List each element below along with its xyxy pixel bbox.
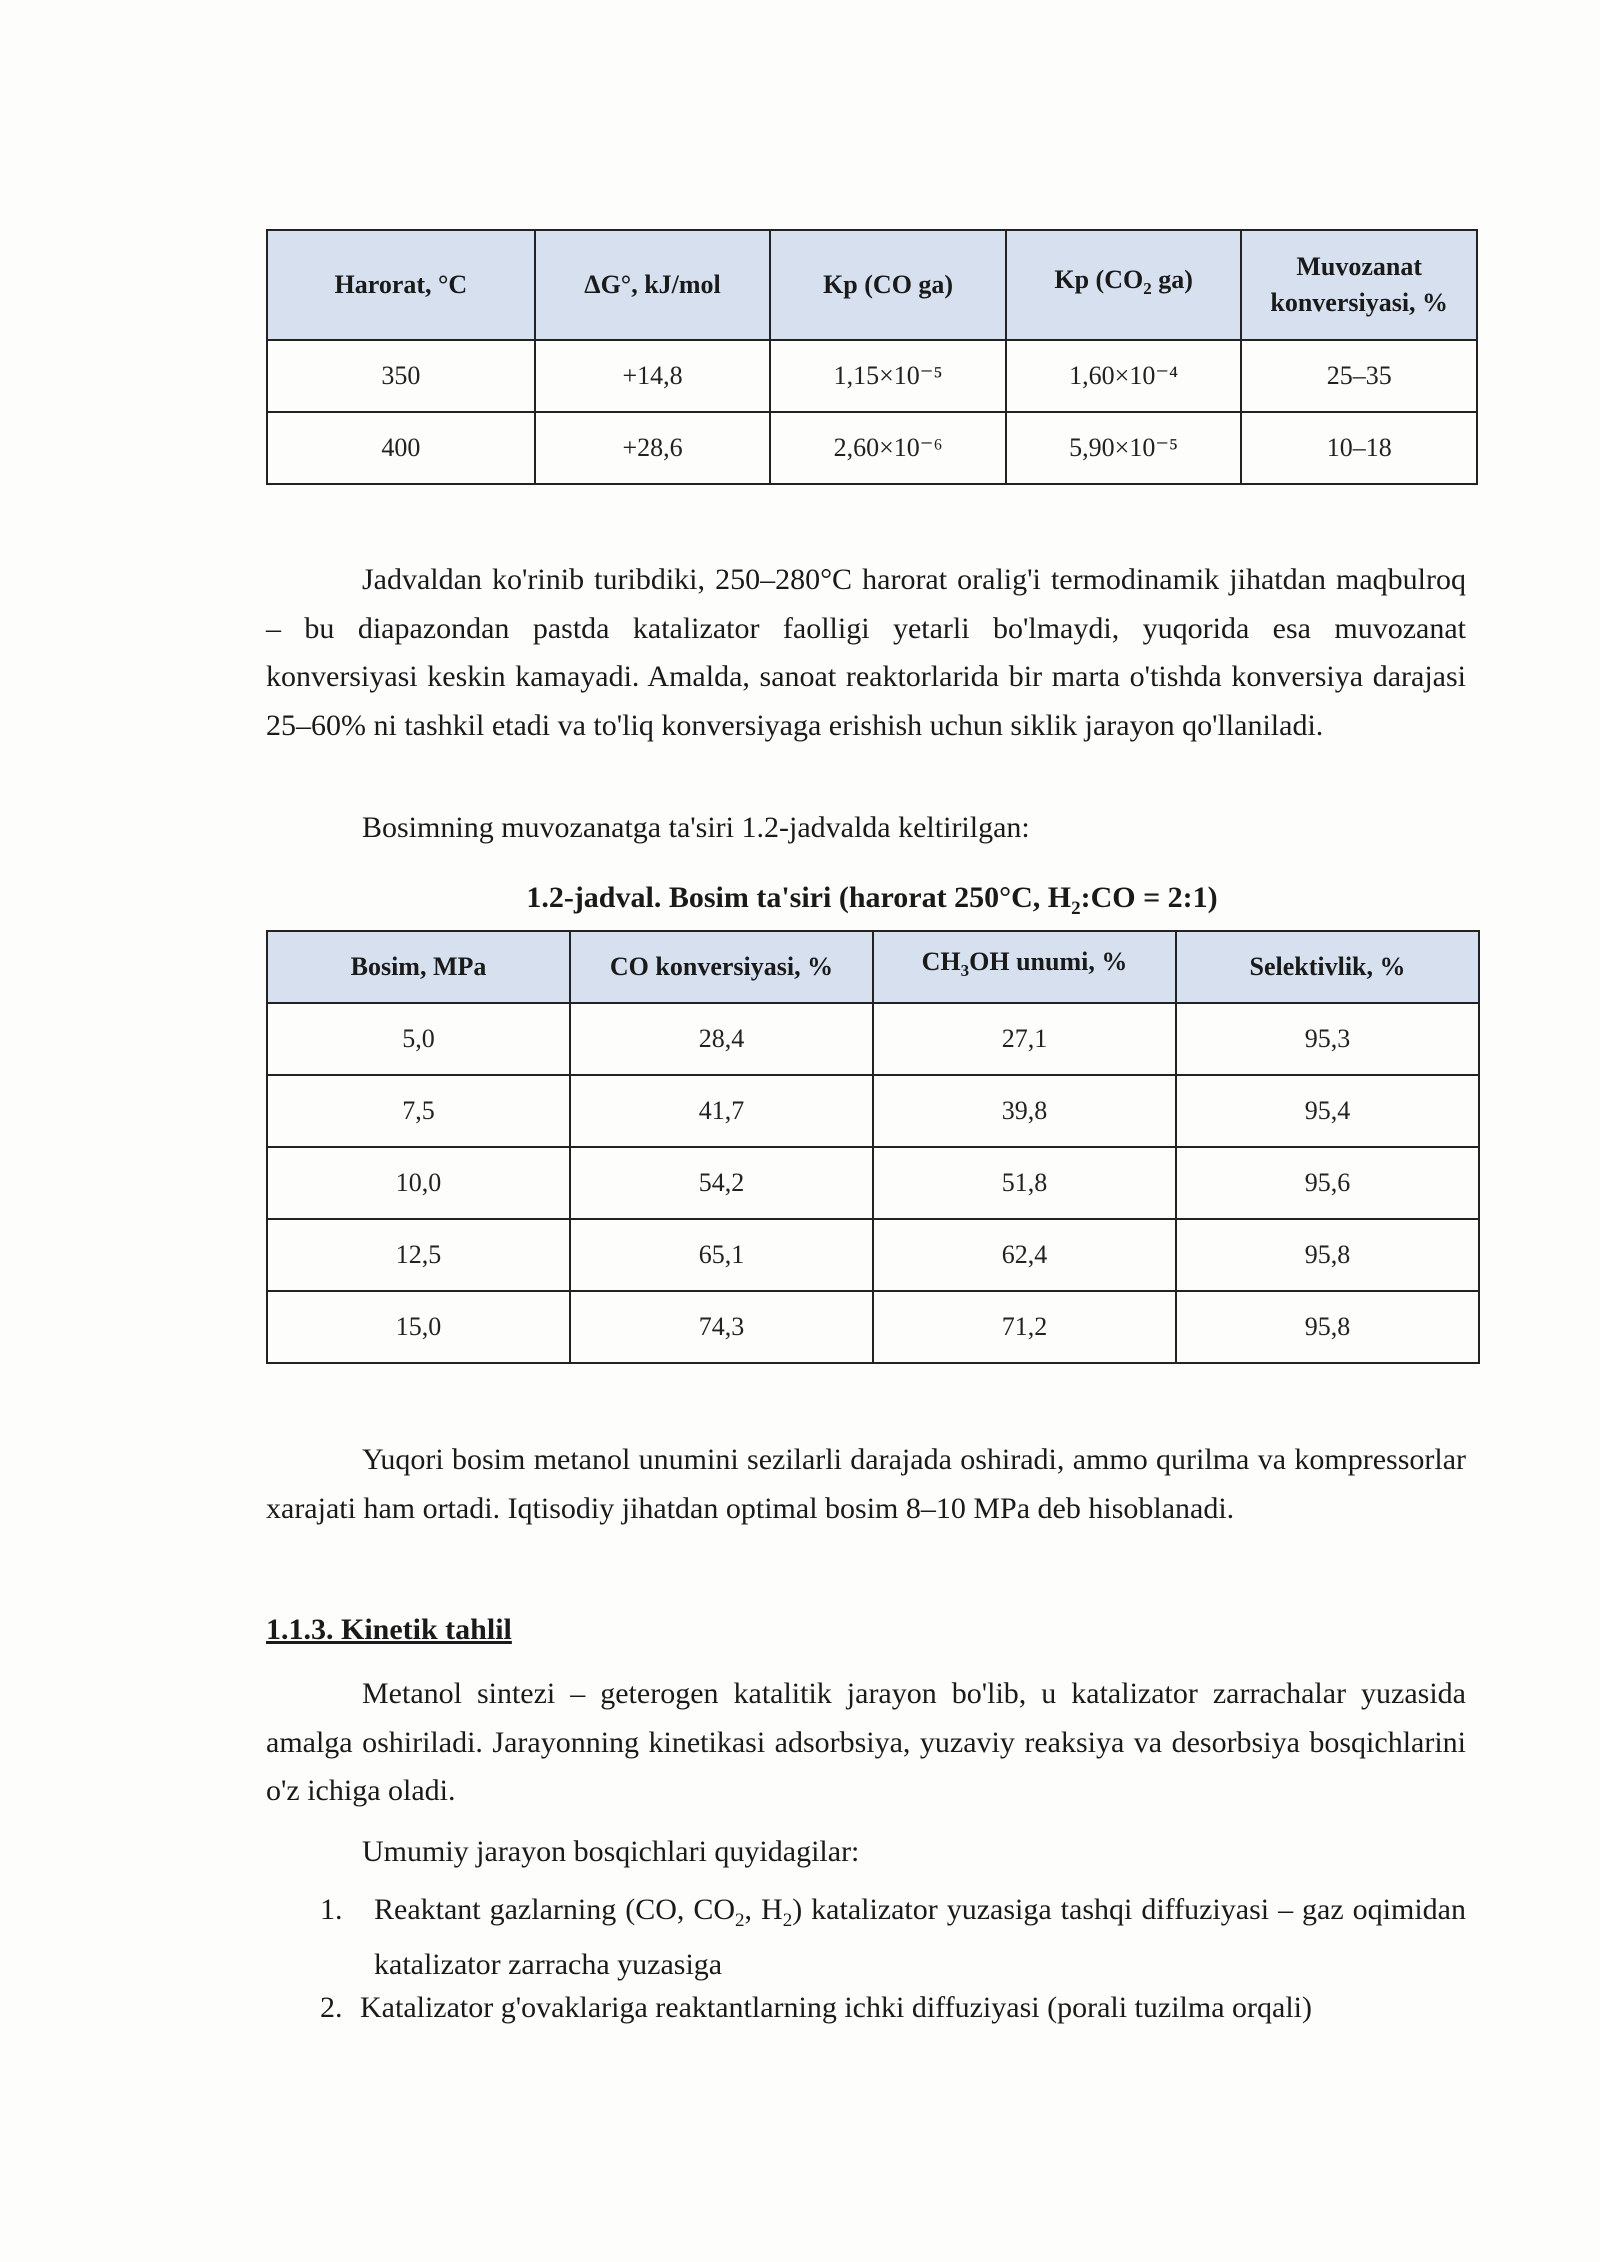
paragraph-temperature-analysis: Jadvaldan ko'rinib turibdiki, 250–280°C harorat oralig'i termodinamik jihatdan maqbulroq – bu diapazondan pastda katalizator faolligi yetarli bo'lmaydi, yuqorida esa muvozanat konversiyasi keskin kamayadi. Amalda, sanoat reaktorlarida bir marta o'tishda konversiya darajasi 25–60% ni tashkil etadi va to'liq konversiyaga erishish uchun siklik jarayon qo'llaniladi. bbox=[266, 563, 1466, 742]
table-cell: 15,0 bbox=[267, 1291, 570, 1363]
table-cell: 39,8 bbox=[873, 1075, 1176, 1147]
table-cell: +14,8 bbox=[535, 340, 771, 412]
list-item bbox=[320, 1888, 1466, 1987]
table-cell: 12,5 bbox=[267, 1219, 570, 1291]
col-header-kp-co2: Kp ($CO_2$ ga) bbox=[1006, 230, 1242, 340]
list-item-text: Reaktant gazlarning (CO, $CO_2$, $H_2$) katalizator yuzasiga tashqi diffuziyasi – gaz oqimidan katalizator zarracha yuzasiga bbox=[374, 1893, 1466, 1981]
table-header-row bbox=[267, 230, 1477, 340]
paragraph-kinetics: Metanol sintezi – geterogen katalitik jarayon bo'lib, u katalizator zarrachalar yuzasida amalga oshiriladi. Jarayonning kinetikasi adsorbsiya, yuzaviy reaksiya va desorbsiya bosqichlarini o'z ichiga oladi. bbox=[266, 1677, 1466, 1807]
table-row bbox=[267, 1075, 1479, 1147]
table-cell: 95,8 bbox=[1176, 1219, 1479, 1291]
table-cell: 10,0 bbox=[267, 1147, 570, 1219]
list-number: 1. bbox=[320, 1893, 343, 1926]
col-header-temperature: Harorat, °C bbox=[267, 230, 535, 340]
list-item-text: Katalizator g'ovaklariga reaktantlarning ichki diffuziyasi (porali tuzilma orqali) bbox=[360, 1991, 1312, 2024]
table-cell: 350 bbox=[267, 340, 535, 412]
table-cell: 2,60×10⁻⁶ bbox=[770, 412, 1006, 484]
table-cell: 51,8 bbox=[873, 1147, 1176, 1219]
table-row bbox=[267, 1291, 1479, 1363]
table-cell: 1,60×10⁻⁴ bbox=[1006, 340, 1242, 412]
table-cell: 27,1 bbox=[873, 1003, 1176, 1075]
section-heading: 1.1.3. Kinetik tahlil bbox=[266, 1613, 512, 1646]
table-cell: 28,4 bbox=[570, 1003, 873, 1075]
table-cell: 74,3 bbox=[570, 1291, 873, 1363]
paragraph-stages-intro: Umumiy jarayon bosqichlari quyidagilar: bbox=[362, 1835, 860, 1868]
paragraph-pressure-intro: Bosimning muvozanatga ta'siri 1.2-jadvalda keltirilgan: bbox=[362, 811, 1030, 844]
list-item bbox=[320, 1986, 1466, 2030]
table-caption: 1.2-jadval. Bosim ta'siri (harorat 250°C, $H_2:CO$ = 2:1) bbox=[526, 881, 1218, 919]
table-cell: 65,1 bbox=[570, 1219, 873, 1291]
table-row bbox=[267, 1003, 1479, 1075]
table-cell: 95,4 bbox=[1176, 1075, 1479, 1147]
table-cell: 400 bbox=[267, 412, 535, 484]
table-cell: +28,6 bbox=[535, 412, 771, 484]
col-header-pressure: Bosim, MPa bbox=[267, 931, 570, 1003]
table-row bbox=[267, 1219, 1479, 1291]
table-cell: 10–18 bbox=[1241, 412, 1477, 484]
table-row bbox=[267, 340, 1477, 412]
table-cell: 95,8 bbox=[1176, 1291, 1479, 1363]
table-cell: 62,4 bbox=[873, 1219, 1176, 1291]
table-row bbox=[267, 1147, 1479, 1219]
table-cell: 95,3 bbox=[1176, 1003, 1479, 1075]
thermodynamics-table bbox=[266, 229, 1478, 485]
table-cell: 5,0 bbox=[267, 1003, 570, 1075]
table-header-row bbox=[267, 931, 1479, 1003]
col-header-selectivity: Selektivlik, % bbox=[1176, 931, 1479, 1003]
table-cell: 95,6 bbox=[1176, 1147, 1479, 1219]
table-cell: 5,90×10⁻⁵ bbox=[1006, 412, 1242, 484]
list-number: 2. bbox=[320, 1991, 343, 2024]
col-header-equilibrium-conversion: Muvozanat konversiyasi, % bbox=[1241, 230, 1477, 340]
col-header-co-conversion: CO konversiyasi, % bbox=[570, 931, 873, 1003]
table-cell: 41,7 bbox=[570, 1075, 873, 1147]
pressure-effect-table bbox=[266, 930, 1480, 1364]
table-cell: 71,2 bbox=[873, 1291, 1176, 1363]
col-header-gibbs-energy: ΔG°, kJ/mol bbox=[535, 230, 771, 340]
table-row bbox=[267, 412, 1477, 484]
table-cell: 7,5 bbox=[267, 1075, 570, 1147]
table-cell: 1,15×10⁻⁵ bbox=[770, 340, 1006, 412]
table-cell: 54,2 bbox=[570, 1147, 873, 1219]
table-cell: 25–35 bbox=[1241, 340, 1477, 412]
paragraph-pressure-conclusion: Yuqori bosim metanol unumini sezilarli darajada oshiradi, ammo qurilma va kompressorlar xarajati ham ortadi. Iqtisodiy jihatdan optimal bosim 8–10 MPa deb hisoblanadi. bbox=[266, 1443, 1466, 1525]
col-header-kp-co: Kp (CO ga) bbox=[770, 230, 1006, 340]
col-header-methanol-yield: $CH_3OH$ unumi, % bbox=[873, 931, 1176, 1003]
